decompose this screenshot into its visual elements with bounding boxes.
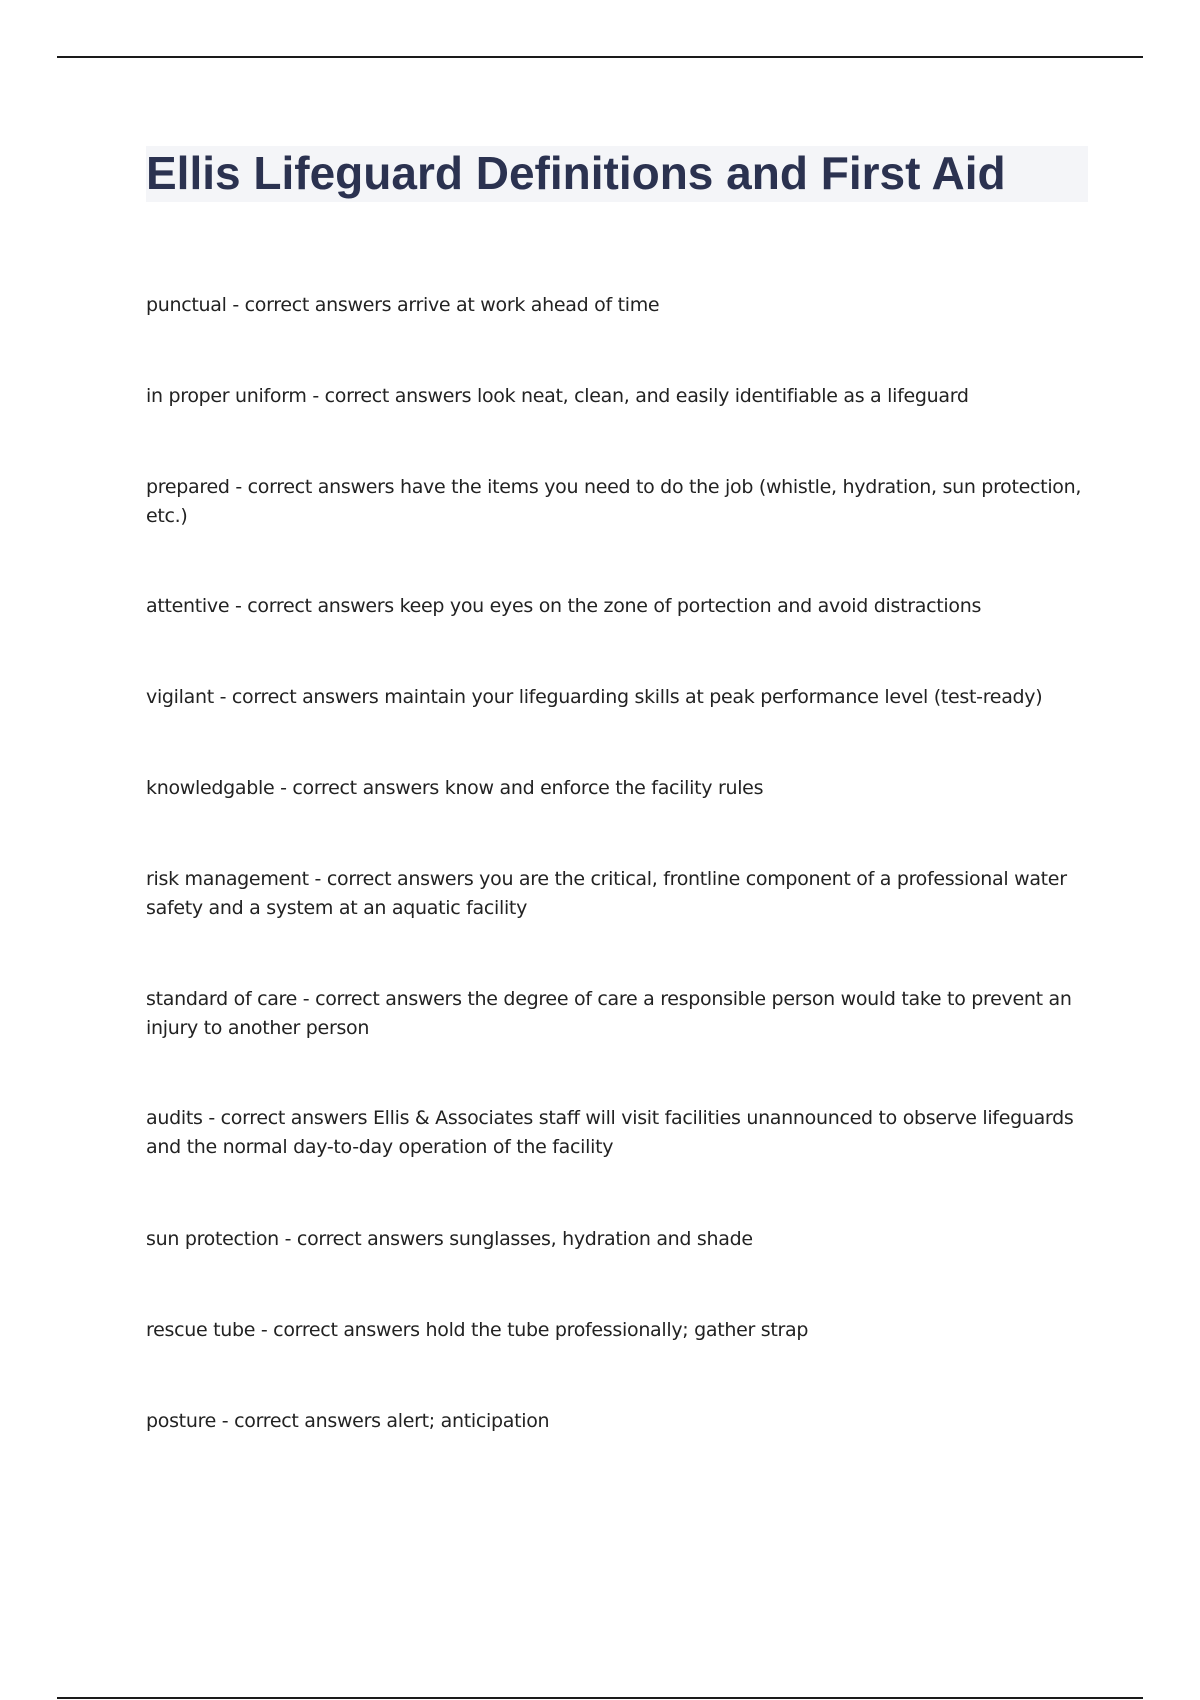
definition-entry: in proper uniform - correct answers look neat, clean, and easily identifiable as a lifeguard [146, 385, 969, 407]
definition-entry: punctual - correct answers arrive at work ahead of time [146, 294, 660, 316]
bottom-rule [57, 1697, 1143, 1699]
definition-entry: vigilant - correct answers maintain your lifeguarding skills at peak performance level (test-ready) [146, 686, 1043, 708]
definition-entry: risk management - correct answers you are the critical, frontline component of a professional water safety and a system at an aquatic facility [146, 868, 1067, 919]
definition-entry: posture - correct answers alert; anticipation [146, 1410, 550, 1432]
definition-entry: audits - correct answers Ellis & Associates staff will visit facilities unannounced to observe lifeguards and the normal day-to-day operation of the facility [146, 1107, 1074, 1158]
definition-entry: knowledgable - correct answers know and enforce the facility rules [146, 777, 764, 799]
definition-entry: rescue tube - correct answers hold the tube professionally; gather strap [146, 1319, 809, 1341]
definition-entry: prepared - correct answers have the items you need to do the job (whistle, hydration, sun protection, etc.) [146, 476, 1082, 527]
definition-entry: attentive - correct answers keep you eyes on the zone of portection and avoid distractions [146, 595, 982, 617]
definition-entry: sun protection - correct answers sunglasses, hydration and shade [146, 1228, 753, 1250]
page-title: Ellis Lifeguard Definitions and First Aid [146, 147, 1006, 199]
top-rule [57, 56, 1143, 58]
definition-entry: standard of care - correct answers the degree of care a responsible person would take to prevent an injury to another person [146, 988, 1072, 1039]
